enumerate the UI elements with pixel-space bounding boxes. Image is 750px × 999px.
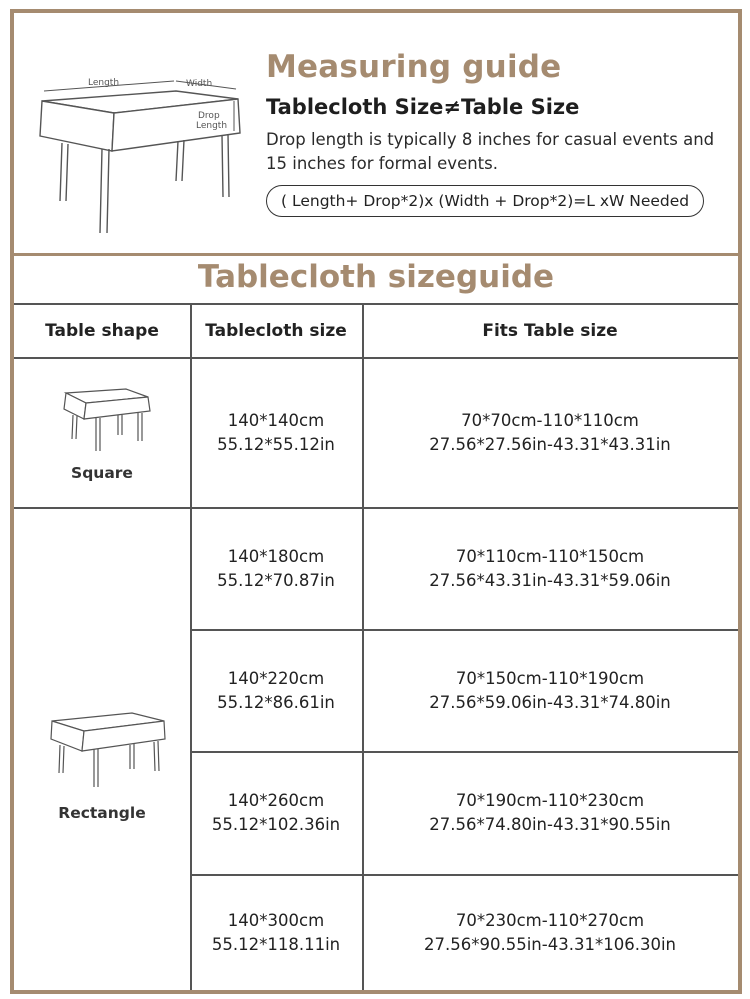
tablecloth-size-cell <box>190 630 362 751</box>
fits-table-size-cell <box>362 630 738 751</box>
shape-label-rectangle: Rectangle <box>58 804 146 822</box>
tablecloth-size-in: 55.12*55.12in <box>217 434 335 454</box>
diagram-width-label: Width <box>186 79 213 89</box>
measuring-guide-title: Measuring guide <box>266 49 562 85</box>
fits-size-in: 27.56*74.80in-43.31*90.55in <box>429 815 671 834</box>
fits-table-size-cell <box>362 752 738 874</box>
tablecloth-size-cell <box>190 508 362 629</box>
square-table-icon <box>56 385 156 455</box>
fits-size-in: 27.56*90.55in-43.31*106.30in <box>424 934 676 954</box>
fits-size-cm: 70*150cm-110*190cm <box>455 668 645 688</box>
tablecloth-size-cell <box>190 358 362 507</box>
tablecloth-size-cm: 140*260cm <box>227 791 325 810</box>
table-measure-diagram <box>26 61 256 241</box>
tablecloth-size-cell <box>190 752 362 874</box>
tablecloth-size-cm: 140*180cm <box>227 546 325 566</box>
tablecloth-size-cm: 140*300cm <box>227 910 325 930</box>
tablecloth-size-cm: 140*220cm <box>227 668 325 688</box>
fits-size-cm: 70*190cm-110*230cm <box>455 791 645 810</box>
fits-table-size-cell <box>362 875 738 990</box>
fits-size-in: 27.56*27.56in-43.31*43.31in <box>429 434 671 454</box>
fits-size-cm: 70*230cm-110*270cm <box>455 910 645 930</box>
header-tablecloth-size: Tablecloth size <box>205 321 347 341</box>
fits-size-in: 27.56*43.31in-43.31*59.06in <box>429 570 671 590</box>
header-table-shape: Table shape <box>45 321 159 341</box>
page-frame <box>10 9 742 994</box>
header-fits-table-size: Fits Table size <box>482 321 618 341</box>
shape-label-square: Square <box>71 464 133 482</box>
fits-size-in: 27.56*59.06in-43.31*74.80in <box>429 692 671 712</box>
measuring-guide-description: Drop length is typically 8 inches for casual events and 15 inches for formal events. <box>266 130 715 173</box>
fits-table-size-cell <box>362 508 738 629</box>
size-guide-title: Tablecloth sizeguide <box>197 259 555 295</box>
diagram-drop-label-1: Drop <box>198 111 220 121</box>
fits-table-size-cell <box>362 358 738 507</box>
diagram-drop-label-2: Length <box>196 121 228 131</box>
tablecloth-size-in: 55.12*102.36in <box>211 815 341 834</box>
measuring-guide-subtitle: Tablecloth Size≠Table Size <box>266 95 580 119</box>
diagram-length-label: Length <box>88 78 120 88</box>
tablecloth-size-in: 55.12*86.61in <box>217 692 335 712</box>
fits-size-cm: 70*110cm-110*150cm <box>455 546 645 566</box>
section-divider <box>14 253 738 256</box>
tablecloth-size-cm: 140*140cm <box>227 410 325 430</box>
tablecloth-size-in: 55.12*118.11in <box>211 934 341 954</box>
tablecloth-size-cell <box>190 875 362 990</box>
size-formula: ( Length+ Drop*2)x (Width + Drop*2)=L xW Needed <box>266 185 704 217</box>
tablecloth-size-in: 55.12*70.87in <box>217 570 335 590</box>
rectangle-table-icon <box>48 709 168 789</box>
fits-size-cm: 70*70cm-110*110cm <box>461 410 639 430</box>
